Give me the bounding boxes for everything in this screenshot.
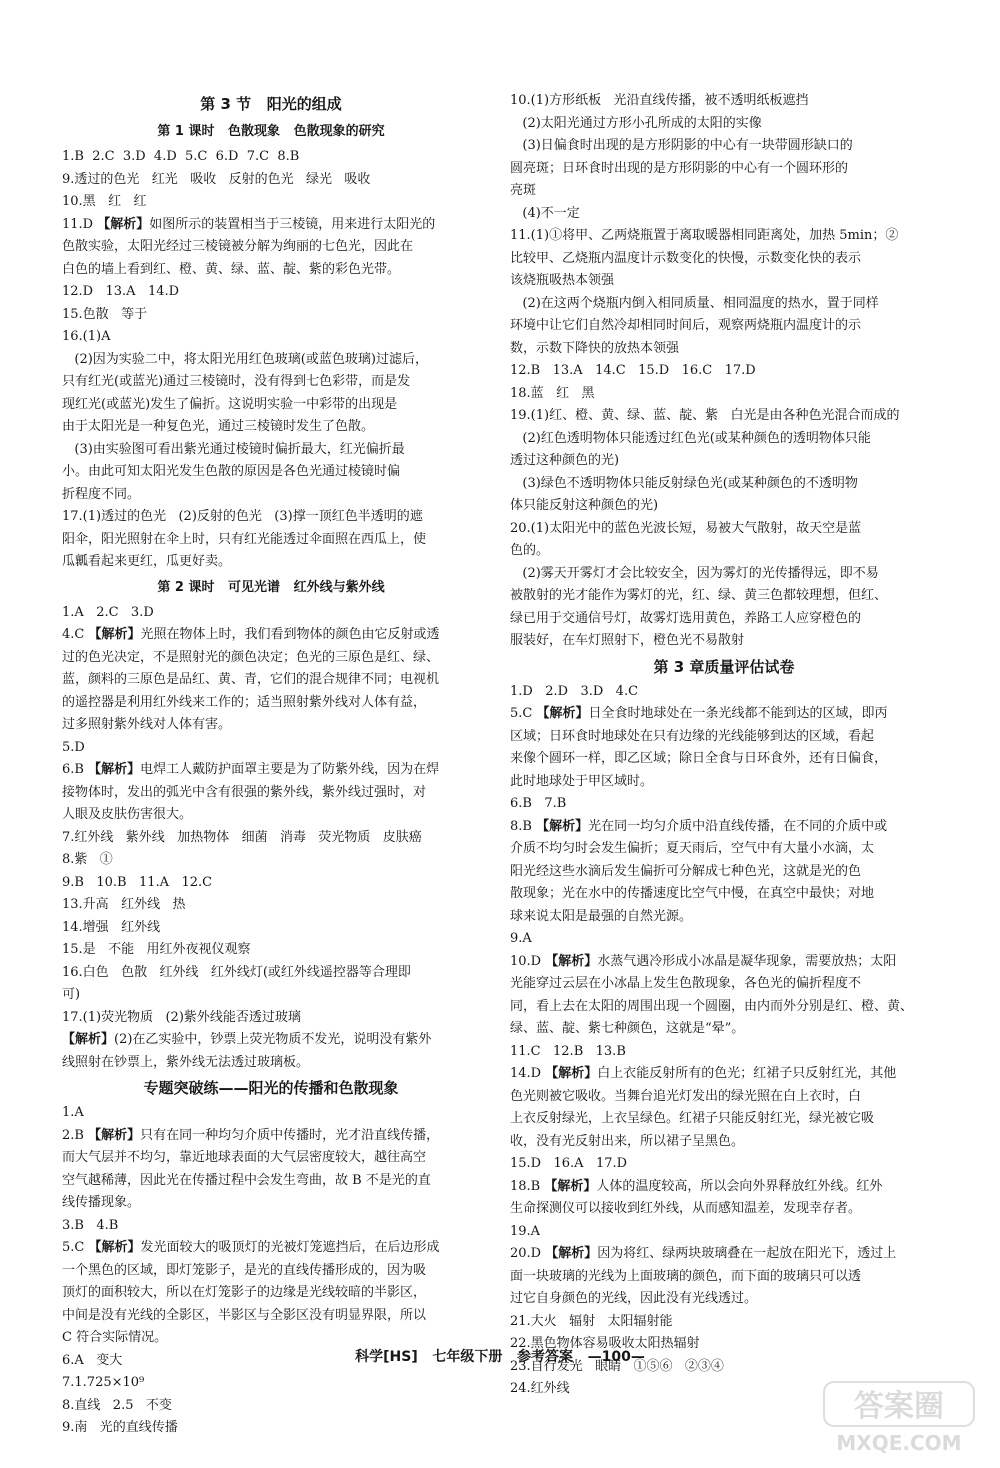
answer-text: (2)太阳光通过方形小孔所成的太阳的实像 bbox=[510, 115, 762, 131]
answer-line bbox=[62, 371, 480, 394]
answer-line bbox=[62, 191, 480, 214]
answer-line bbox=[510, 793, 938, 816]
answer-text: 中间是没有光线的全影区，半影区与全影区没有明显界限，所以 bbox=[62, 1307, 427, 1323]
answer-line bbox=[510, 473, 938, 496]
answer-text: 4.C bbox=[62, 627, 89, 642]
answer-text: 15.D 16.A 17.D bbox=[510, 1156, 628, 1171]
answer-line bbox=[510, 495, 938, 518]
answer-line bbox=[510, 563, 938, 586]
answer-line bbox=[510, 518, 938, 541]
answer-line bbox=[510, 703, 938, 726]
analysis-tag: 【解析】 bbox=[545, 1066, 598, 1081]
answer-text: 空气越稀薄，因此光在传播过程中会发生弯曲，故 B 不是光的直 bbox=[62, 1172, 431, 1188]
answer-text: 21.大火 辐射 太阳辐射能 bbox=[510, 1313, 673, 1329]
answer-line bbox=[510, 428, 938, 451]
answer-line bbox=[510, 681, 938, 704]
answer-line bbox=[62, 484, 480, 507]
answer-text: 20.D bbox=[510, 1246, 546, 1261]
answer-text: (3)由实验图可看出紫光通过棱镜时偏折最大，红光偏折最 bbox=[62, 441, 405, 457]
answer-text: 15.色散 等于 bbox=[62, 306, 148, 322]
answer-text: 20.(1)太阳光中的蓝色光波长短，易被大气散射，故天空是蓝 bbox=[510, 520, 862, 536]
answer-line bbox=[510, 630, 938, 653]
answer-line bbox=[62, 782, 480, 805]
answer-line bbox=[510, 1266, 938, 1289]
answer-text: (4)不一定 bbox=[510, 205, 580, 221]
answer-line bbox=[510, 158, 938, 181]
analysis-text: 人体的温度较高，所以会向外界释放红外线。红外 bbox=[596, 1178, 883, 1194]
answer-line bbox=[510, 1086, 938, 1109]
left-column bbox=[62, 90, 480, 1440]
answer-text: 12.D 13.A 14.D bbox=[62, 284, 180, 299]
page-footer: 科学[HS] 七年级下册 参考答案 —100— bbox=[355, 1349, 645, 1365]
answer-text: 折程度不同。 bbox=[62, 486, 141, 502]
answer-text: 被散射的光才能作为雾灯的光，红、绿、黄三色都较理想，但红、 bbox=[510, 588, 888, 603]
answer-line bbox=[62, 1170, 480, 1193]
analysis-tag: 【解析】 bbox=[88, 1127, 141, 1143]
answer-text: 23.自行发光 眼睛 ①⑤⑥ ②③④ bbox=[510, 1358, 724, 1374]
analysis-text: 光照在物体上时，我们看到物体的颜色由它反射或透 bbox=[140, 627, 440, 642]
lesson-heading: 第 1 课时 色散现象 色散现象的研究 bbox=[157, 124, 385, 139]
answer-line bbox=[510, 383, 938, 406]
answer-text: 17.(1)荧光物质 (2)紫外线能否透过玻璃 bbox=[62, 1009, 301, 1025]
answer-text: 透过这种颜色的光) bbox=[510, 453, 620, 468]
answer-line bbox=[510, 608, 938, 631]
answer-text: 10.(1)方形纸板 光沿直线传播，被不透明纸板遮挡 bbox=[510, 93, 809, 108]
analysis-tag: 【解析】 bbox=[97, 216, 150, 232]
answer-text: (3)绿色不透明物体只能反射绿色光(或某种颜色的不透明物 bbox=[510, 475, 858, 491]
answer-text: 只有红光(或蓝光)通过三棱镜时，没有得到七色彩带，而是发 bbox=[62, 374, 411, 389]
analysis-tag: 【解析】 bbox=[536, 706, 589, 721]
answer-line bbox=[510, 816, 938, 839]
answer-line bbox=[510, 338, 938, 361]
analysis-text: 只有在同一种均匀介质中传播时，光才沿直线传播， bbox=[140, 1127, 440, 1143]
answer-line bbox=[62, 962, 480, 985]
answer-text: 光能穿过云层在小冰晶上发生色散现象，各色光的偏折程度不 bbox=[510, 976, 862, 991]
analysis-tag: 【解析】 bbox=[88, 1240, 141, 1255]
answer-text: 10.D bbox=[510, 953, 546, 969]
answer-text: 阳伞，阳光照射在伞上时，只有红光能透过伞面照在西瓜上，使 bbox=[62, 531, 427, 547]
answer-text: 线传播现象。 bbox=[62, 1195, 141, 1210]
answer-line bbox=[510, 726, 938, 749]
answer-line bbox=[62, 1192, 480, 1215]
answer-line bbox=[62, 236, 480, 259]
answer-text: 收，没有光反射出来，所以裙子呈黑色。 bbox=[510, 1133, 745, 1149]
answer-line bbox=[510, 861, 938, 884]
answer-text: 10.黑 红 红 bbox=[62, 194, 147, 209]
answer-line bbox=[510, 1221, 938, 1244]
answer-text: 绿已用于交通信号灯，故雾灯选用黄色，养路工人应穿橙色的 bbox=[510, 610, 862, 626]
answer-line bbox=[62, 326, 480, 349]
answer-text: 12.B 13.A 14.C 15.D 16.C 17.D bbox=[510, 363, 756, 378]
answer-text: 1.D 2.D 3.D 4.C bbox=[510, 683, 639, 699]
answer-text: C 符合实际情况。 bbox=[62, 1330, 168, 1345]
answer-text: 1.A bbox=[62, 1105, 84, 1120]
answer-text: 6.A 变大 bbox=[62, 1352, 123, 1368]
answer-line bbox=[510, 1041, 938, 1064]
answer-text: 球来说太阳是最强的自然光源。 bbox=[510, 908, 693, 924]
answer-text: 11.D bbox=[62, 216, 98, 232]
answer-text: 体只能反射这种颜色的光) bbox=[510, 498, 659, 513]
answer-line bbox=[510, 883, 938, 906]
answer-text: 圆亮斑；日环食时出现的是方形阴影的中心有一个圆环形的 bbox=[510, 160, 849, 176]
answer-text: 16.(1)A bbox=[62, 329, 111, 344]
answer-text: 14.D bbox=[510, 1066, 546, 1081]
answer-text: 上衣反射绿光，上衣呈绿色。红裙子只能反射红光，绿光被它吸 bbox=[510, 1111, 875, 1126]
analysis-tag: 【解析】 bbox=[88, 762, 141, 777]
answer-text: 过多照射紫外线对人体有害。 bbox=[62, 717, 232, 732]
answer-text: 阳光经这些水滴后发生偏折可分解成七种色光，这就是光的色 bbox=[510, 863, 862, 879]
answer-line bbox=[510, 928, 938, 951]
answer-line bbox=[510, 1131, 938, 1154]
answer-line bbox=[510, 1288, 938, 1311]
answer-text: 顶灯的面积较大，所以在灯笼影子的边缘是光线较暗的半影区， bbox=[62, 1285, 427, 1300]
answer-text: 的遥控器是利用红外线来工作的；适当照射紫外线对人体有益， bbox=[62, 694, 427, 710]
answer-line bbox=[62, 939, 480, 962]
answer-text: 蓝，颜料的三原色是品红、黄、青，它们的混合规律不同；电视机 bbox=[62, 672, 440, 687]
answer-text: 16.白色 色散 红外线 红外线灯(或红外线遥控器等合理即 bbox=[62, 964, 411, 980]
analysis-text: 如图所示的装置相当于三棱镜，用来进行太阳光的 bbox=[149, 216, 436, 232]
answer-line bbox=[62, 1102, 480, 1125]
answer-line bbox=[62, 1260, 480, 1283]
answer-line bbox=[62, 169, 480, 192]
answer-text: 亮斑 bbox=[510, 183, 537, 198]
answer-line bbox=[62, 281, 480, 304]
answer-text: 6.B 7.B bbox=[510, 796, 567, 811]
answer-text: 1.A 2.C 3.D bbox=[62, 604, 154, 620]
answer-text: 介质不均匀时会发生偏折；夏天雨后，空气中有大量小水滴，太 bbox=[510, 841, 875, 856]
analysis-text: 水蒸气遇冷形成小冰晶是凝华现象，需要放热；太阳 bbox=[597, 953, 897, 969]
answer-text: 环境中让它们自然冷却相同时间后，观察两烧瓶内温度计的示 bbox=[510, 318, 862, 333]
answer-line bbox=[62, 304, 480, 327]
answer-text: 可) bbox=[62, 987, 81, 1002]
answer-line bbox=[62, 804, 480, 827]
answer-line bbox=[62, 1305, 480, 1328]
answer-text: 色的。 bbox=[510, 543, 550, 558]
analysis-text: 白上衣能反射所有的色光；红裙子只反射红光，其他 bbox=[597, 1066, 897, 1081]
answer-text: 5.D bbox=[62, 739, 85, 755]
answer-text: 9.A bbox=[510, 931, 532, 946]
answer-line bbox=[510, 135, 938, 158]
answer-line bbox=[62, 1147, 480, 1170]
answer-text: 5.C bbox=[510, 706, 537, 721]
watermark-logo bbox=[820, 1378, 980, 1458]
answer-text: 8.紫 ① bbox=[62, 852, 113, 867]
answer-text: 13.升高 红外线 热 bbox=[62, 897, 186, 912]
answer-text: 1.B 2.C 3.D 4.D 5.C 6.D 7.C 8.B bbox=[62, 149, 300, 164]
answer-line bbox=[510, 838, 938, 861]
answer-text: 接物体时，发出的弧光中含有很强的紫外线，紫外线过强时，对 bbox=[62, 784, 427, 800]
lesson-heading: 第 2 课时 可见光谱 红外线与紫外线 bbox=[157, 579, 385, 595]
analysis-text: 日全食时地球处在一条光线都不能到达的区域，即丙 bbox=[588, 706, 888, 721]
answer-line bbox=[62, 349, 480, 372]
answer-line bbox=[510, 540, 938, 563]
answer-text: 线照射在钞票上，紫外线无法透过玻璃板。 bbox=[62, 1054, 310, 1070]
section-heading: 第 3 节 阳光的组成 bbox=[200, 95, 342, 113]
answer-text: 17.(1)透过的色光 (2)反射的色光 (3)撑一顶红色半透明的遮 bbox=[62, 509, 423, 524]
answer-line bbox=[62, 1052, 480, 1075]
answer-line bbox=[62, 737, 480, 760]
answer-text: 2.B bbox=[62, 1127, 89, 1143]
answer-line bbox=[510, 1243, 938, 1266]
answer-text: 19.(1)红、橙、黄、绿、蓝、靛、紫 白光是由各种色光混合而成的 bbox=[510, 408, 900, 423]
answer-line bbox=[510, 951, 938, 974]
answer-line bbox=[62, 759, 480, 782]
answer-line bbox=[510, 1063, 938, 1086]
answer-line bbox=[62, 849, 480, 872]
answer-line bbox=[510, 405, 938, 428]
answer-text: 瓜瓤看起来更红，瓜更好卖。 bbox=[62, 554, 232, 569]
answer-text: 14.增强 红外线 bbox=[62, 919, 161, 935]
answer-line bbox=[62, 894, 480, 917]
answer-text: 18.蓝 红 黑 bbox=[510, 385, 595, 401]
answer-line bbox=[510, 1311, 938, 1334]
answer-line bbox=[510, 1108, 938, 1131]
answer-line bbox=[510, 315, 938, 338]
answer-text: 9.B 10.B 11.A 12.C bbox=[62, 874, 213, 890]
analysis-text: 光在同一均匀介质中沿直线传播，在不同的介质中或 bbox=[588, 818, 888, 834]
answer-line bbox=[62, 1282, 480, 1305]
answer-text: (2)因为实验二中，将太阳光用红色玻璃(或蓝色玻璃)过滤后， bbox=[62, 351, 428, 367]
answer-line bbox=[510, 585, 938, 608]
answer-text: 5.C bbox=[62, 1240, 89, 1255]
answer-line bbox=[62, 146, 480, 169]
answer-line bbox=[510, 293, 938, 316]
answer-text: (2)雾天开雾灯才会比较安全，因为雾灯的光传播得远，即不易 bbox=[510, 565, 879, 581]
watermark-url: MXQE.COM bbox=[836, 1431, 962, 1455]
answer-text: 15.是 不能 用红外夜视仪观察 bbox=[62, 942, 251, 957]
answer-text: 散现象；光在水中的传播速度比空气中慢，在真空中最快；对地 bbox=[510, 886, 875, 901]
analysis-text: 因为将红、绿两块玻璃叠在一起放在阳光下，透过上 bbox=[597, 1246, 897, 1261]
answer-text: 色光则被它吸收。当舞台追光灯发出的绿光照在白上衣时，白 bbox=[510, 1088, 862, 1104]
answer-text: 人眼及皮肤伤害很大。 bbox=[62, 807, 193, 822]
watermark-logo-text: 答案圈 bbox=[854, 1389, 944, 1424]
answer-line bbox=[62, 1007, 480, 1030]
answer-line bbox=[62, 602, 480, 625]
answer-text: 6.B bbox=[62, 762, 89, 777]
analysis-tag: 【解析】 bbox=[545, 953, 598, 969]
answer-line bbox=[510, 113, 938, 136]
answer-line bbox=[510, 360, 938, 383]
analysis-tag: 【解析】 bbox=[545, 1246, 598, 1261]
answer-line bbox=[62, 1237, 480, 1260]
answer-line bbox=[62, 551, 480, 574]
answer-text: 白色的墙上看到红、橙、黄、绿、蓝、靛、紫的彩色光带。 bbox=[62, 261, 401, 277]
answer-text: 18.B bbox=[510, 1178, 545, 1194]
answer-line bbox=[510, 248, 938, 271]
analysis-tag: 【解析】 bbox=[536, 818, 589, 834]
answer-line bbox=[62, 827, 480, 850]
answer-text: 来像个圆环一样，即乙区域；除日全食与日环食外，还有日偏食， bbox=[510, 751, 888, 766]
answer-line bbox=[62, 647, 480, 670]
answer-line bbox=[62, 529, 480, 552]
answer-line bbox=[62, 1417, 480, 1440]
answer-line bbox=[62, 1372, 480, 1395]
answer-text: 11.(1)①将甲、乙两烧瓶置于离取暖器相同距离处，加热 5min；② bbox=[510, 228, 899, 243]
right-column bbox=[510, 90, 938, 1401]
analysis-text: 发光面较大的吸顶灯的光被灯笼遮挡后，在后边形成 bbox=[140, 1240, 440, 1255]
answer-text: 9.透过的色光 红光 吸收 反射的色光 绿光 吸收 bbox=[62, 171, 371, 187]
answer-text: 同，看上去在太阳的周围出现一个圆圈，由内而外分别是红、橙、黄、 bbox=[510, 998, 914, 1014]
answer-line bbox=[62, 214, 480, 237]
section-heading: 专题突破练——阳光的传播和色散现象 bbox=[143, 1079, 399, 1097]
answer-line bbox=[510, 1018, 938, 1041]
answer-text: 一个黑色的区域，即灯笼影子，是光的直线传播形成的，因为吸 bbox=[62, 1262, 427, 1278]
answer-line bbox=[510, 771, 938, 794]
answer-line bbox=[62, 624, 480, 647]
answer-line bbox=[510, 1198, 938, 1221]
answer-line bbox=[510, 748, 938, 771]
answer-text: 3.B 4.B bbox=[62, 1217, 119, 1233]
answer-text: 9.南 光的直线传播 bbox=[62, 1420, 178, 1435]
answer-text: 数，示数下降快的放热本领强 bbox=[510, 340, 680, 356]
answer-line bbox=[62, 1215, 480, 1238]
answer-text: 比较甲、乙烧瓶内温度计示数变化的快慢，示数变化快的表示 bbox=[510, 250, 862, 266]
answer-text: 区域；日环食时地球处在只有边缘的光线能够到达的区域，看起 bbox=[510, 728, 875, 744]
answer-text: 24.红外线 bbox=[510, 1381, 570, 1396]
answer-text: 22.黑色物体容易吸收太阳热辐射 bbox=[510, 1336, 700, 1351]
answer-text: 现红光(或蓝光)发生了偏折。这说明实验一中彩带的出现是 bbox=[62, 396, 398, 412]
answer-text: 过的色光决定，不是照射光的颜色决定；色光的三原色是红、绿、 bbox=[62, 649, 440, 665]
answer-text: 面一块玻璃的光线为上面玻璃的颜色，而下面的玻璃只可以透 bbox=[510, 1268, 862, 1284]
answer-text: 8.B bbox=[510, 818, 537, 834]
answer-line bbox=[62, 259, 480, 282]
answer-text: 19.A bbox=[510, 1223, 541, 1239]
answer-text: (2)在这两个烧瓶内倒入相同质量、相同温度的热水，置于同样 bbox=[510, 295, 879, 311]
answer-text: 8.直线 2.5 不变 bbox=[62, 1397, 172, 1413]
answer-line bbox=[62, 669, 480, 692]
answer-line bbox=[62, 872, 480, 895]
answer-line bbox=[62, 439, 480, 462]
answer-text: 7.红外线 紫外线 加热物体 细菌 消毒 荧光物质 皮肤癌 bbox=[62, 829, 422, 845]
answer-line bbox=[510, 270, 938, 293]
answer-text: 小。由此可知太阳光发生色散的原因是各色光通过棱镜时偏 bbox=[62, 464, 401, 479]
answer-line bbox=[62, 917, 480, 940]
answer-line bbox=[510, 180, 938, 203]
answer-line bbox=[510, 450, 938, 473]
answer-text: 而大气层并不均匀，靠近地球表面的大气层密度较大，越往高空 bbox=[62, 1150, 427, 1165]
answer-line bbox=[62, 984, 480, 1007]
answer-text: 由于太阳光是一种复色光，通过三棱镜时发生了色散。 bbox=[62, 419, 375, 434]
answer-text: 此时地球处于甲区域时。 bbox=[510, 773, 654, 789]
answer-line bbox=[510, 1153, 938, 1176]
answer-line bbox=[510, 1176, 938, 1199]
answer-text: 该烧瓶吸热本领强 bbox=[510, 273, 615, 288]
answer-line bbox=[62, 394, 480, 417]
answer-line bbox=[62, 692, 480, 715]
analysis-text: 电焊工人戴防护面罩主要是为了防紫外线，因为在焊 bbox=[140, 762, 440, 777]
answer-line bbox=[62, 416, 480, 439]
answer-text: 服装好，在车灯照射下，橙色光不易散射 bbox=[510, 633, 745, 648]
answer-text: (2)红色透明物体只能透过红色光(或某种颜色的透明物体只能 bbox=[510, 430, 871, 446]
answer-text: 绿、蓝、靛、紫七种颜色，这就是“晕”。 bbox=[510, 1021, 745, 1036]
section-heading: 第 3 章质量评估试卷 bbox=[653, 657, 795, 676]
answer-text: 11.C 12.B 13.B bbox=[510, 1043, 626, 1059]
answer-line bbox=[62, 1029, 480, 1052]
answer-line bbox=[510, 906, 938, 929]
answer-line bbox=[510, 203, 938, 226]
answer-line bbox=[62, 461, 480, 484]
analysis-text: (2)在乙实验中，钞票上荧光物质不发光，说明没有紫外 bbox=[114, 1032, 432, 1047]
answer-text: 过它自身颜色的光线，因此没有光线透过。 bbox=[510, 1291, 758, 1306]
answer-line bbox=[510, 225, 938, 248]
analysis-tag: 【解析】 bbox=[88, 627, 141, 642]
answer-line bbox=[510, 996, 938, 1019]
answer-line bbox=[62, 714, 480, 737]
analysis-tag: 【解析】 bbox=[62, 1032, 115, 1047]
answer-text: 色散实验，太阳光经过三棱镜被分解为绚丽的七色光，因此在 bbox=[62, 239, 414, 254]
answer-line bbox=[510, 973, 938, 996]
answer-line bbox=[510, 90, 938, 113]
answer-text: 7.1.725×10⁹ bbox=[62, 1375, 145, 1390]
answer-line bbox=[62, 506, 480, 529]
answer-line bbox=[62, 1395, 480, 1418]
answer-line bbox=[62, 1125, 480, 1148]
answer-text: (3)日偏食时出现的是方形阴影的中心有一块带圆形缺口的 bbox=[510, 138, 853, 153]
analysis-tag: 【解析】 bbox=[544, 1178, 597, 1194]
answer-text: 生命探测仪可以接收到红外线，从而感知温差，发现幸存者。 bbox=[510, 1201, 862, 1216]
